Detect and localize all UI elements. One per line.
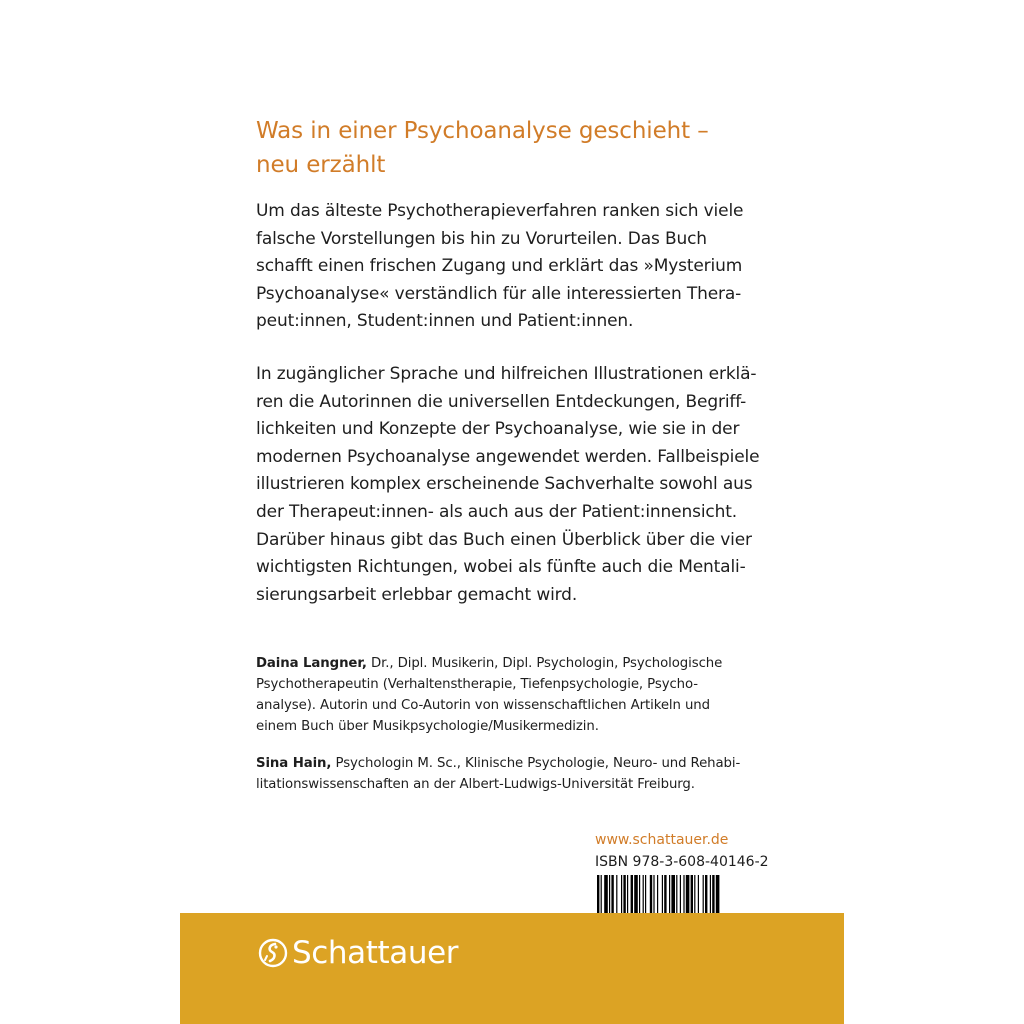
author-bio-hain [256, 753, 780, 795]
barcode [597, 875, 767, 913]
text-line: sierungsarbeit erlebbar gemacht wird. [256, 584, 578, 605]
text-line: In zugänglicher Sprache und hilfreichen Illustrationen erklä- [256, 364, 757, 384]
text-line: peut:innen, Student:innen und Patient:innen. [256, 311, 634, 332]
imprint [595, 829, 795, 873]
text-line: Um das älteste Psychotherapieverfahren ranken sich viele [256, 201, 744, 221]
text-line: einem Buch über Musikpsychologie/Musikermedizin. [256, 719, 599, 734]
text-line: schafft einen frischen Zugang und erklärt das »Mysterium [256, 256, 743, 277]
text-line: Psychoanalyse« verständlich für alle interessierten Thera- [256, 283, 742, 304]
text-line: wichtigsten Richtungen, wobei als fünfte auch die Mentali- [256, 557, 746, 578]
blurb-paragraph-1 [256, 198, 776, 336]
text-line: ren die Autorinnen die universellen Entdeckungen, Begriff- [256, 391, 747, 412]
text-line: falsche Vorstellungen bis hin zu Vorurteilen. Das Buch [256, 228, 707, 249]
text-line: Psychotherapeutin (Verhaltenstherapie, Tiefenpsychologie, Psycho- [256, 677, 698, 692]
publisher-name: Schattauer [292, 935, 459, 971]
schattauer-seahorse-icon [258, 938, 288, 968]
author-bio-langner [256, 653, 780, 737]
text-line: modernen Psychoanalyse angewendet werden. Fallbeispiele [256, 446, 760, 467]
publisher-logo [258, 933, 458, 973]
text-line: der Therapeut:innen- als auch aus der Patient:innensicht. [256, 501, 737, 522]
author-name: Sina Hain, [256, 756, 332, 771]
headline-line-1: Was in einer Psychoanalyse geschieht – [256, 118, 709, 144]
publisher-website: www.schattauer.de [595, 832, 729, 848]
author-name: Daina Langner, [256, 656, 367, 671]
headline [256, 114, 776, 182]
text-line: Psychologin M. Sc., Klinische Psychologie, Neuro- und Rehabi- [331, 756, 741, 771]
text-line: Darüber hinaus gibt das Buch einen Überblick über die vier [256, 529, 752, 550]
text-line: Dr., Dipl. Musikerin, Dipl. Psychologin, Psychologische [366, 656, 723, 671]
text-line: illustrieren komplex erscheinende Sachverhalte sowohl aus [256, 474, 753, 495]
headline-line-2: neu erzählt [256, 152, 386, 178]
text-line: litationswissenschaften an der Albert-Ludwigs-Universität Freiburg. [256, 777, 695, 792]
blurb-paragraph-2 [256, 361, 776, 609]
publisher-band [180, 913, 844, 1024]
isbn-number: ISBN 978-3-608-40146-2 [595, 854, 769, 870]
text-line: analyse). Autorin und Co-Autorin von wissenschaftlichen Artikeln und [256, 698, 710, 713]
text-line: lichkeiten und Konzepte der Psychoanalyse, wie sie in der [256, 419, 740, 440]
